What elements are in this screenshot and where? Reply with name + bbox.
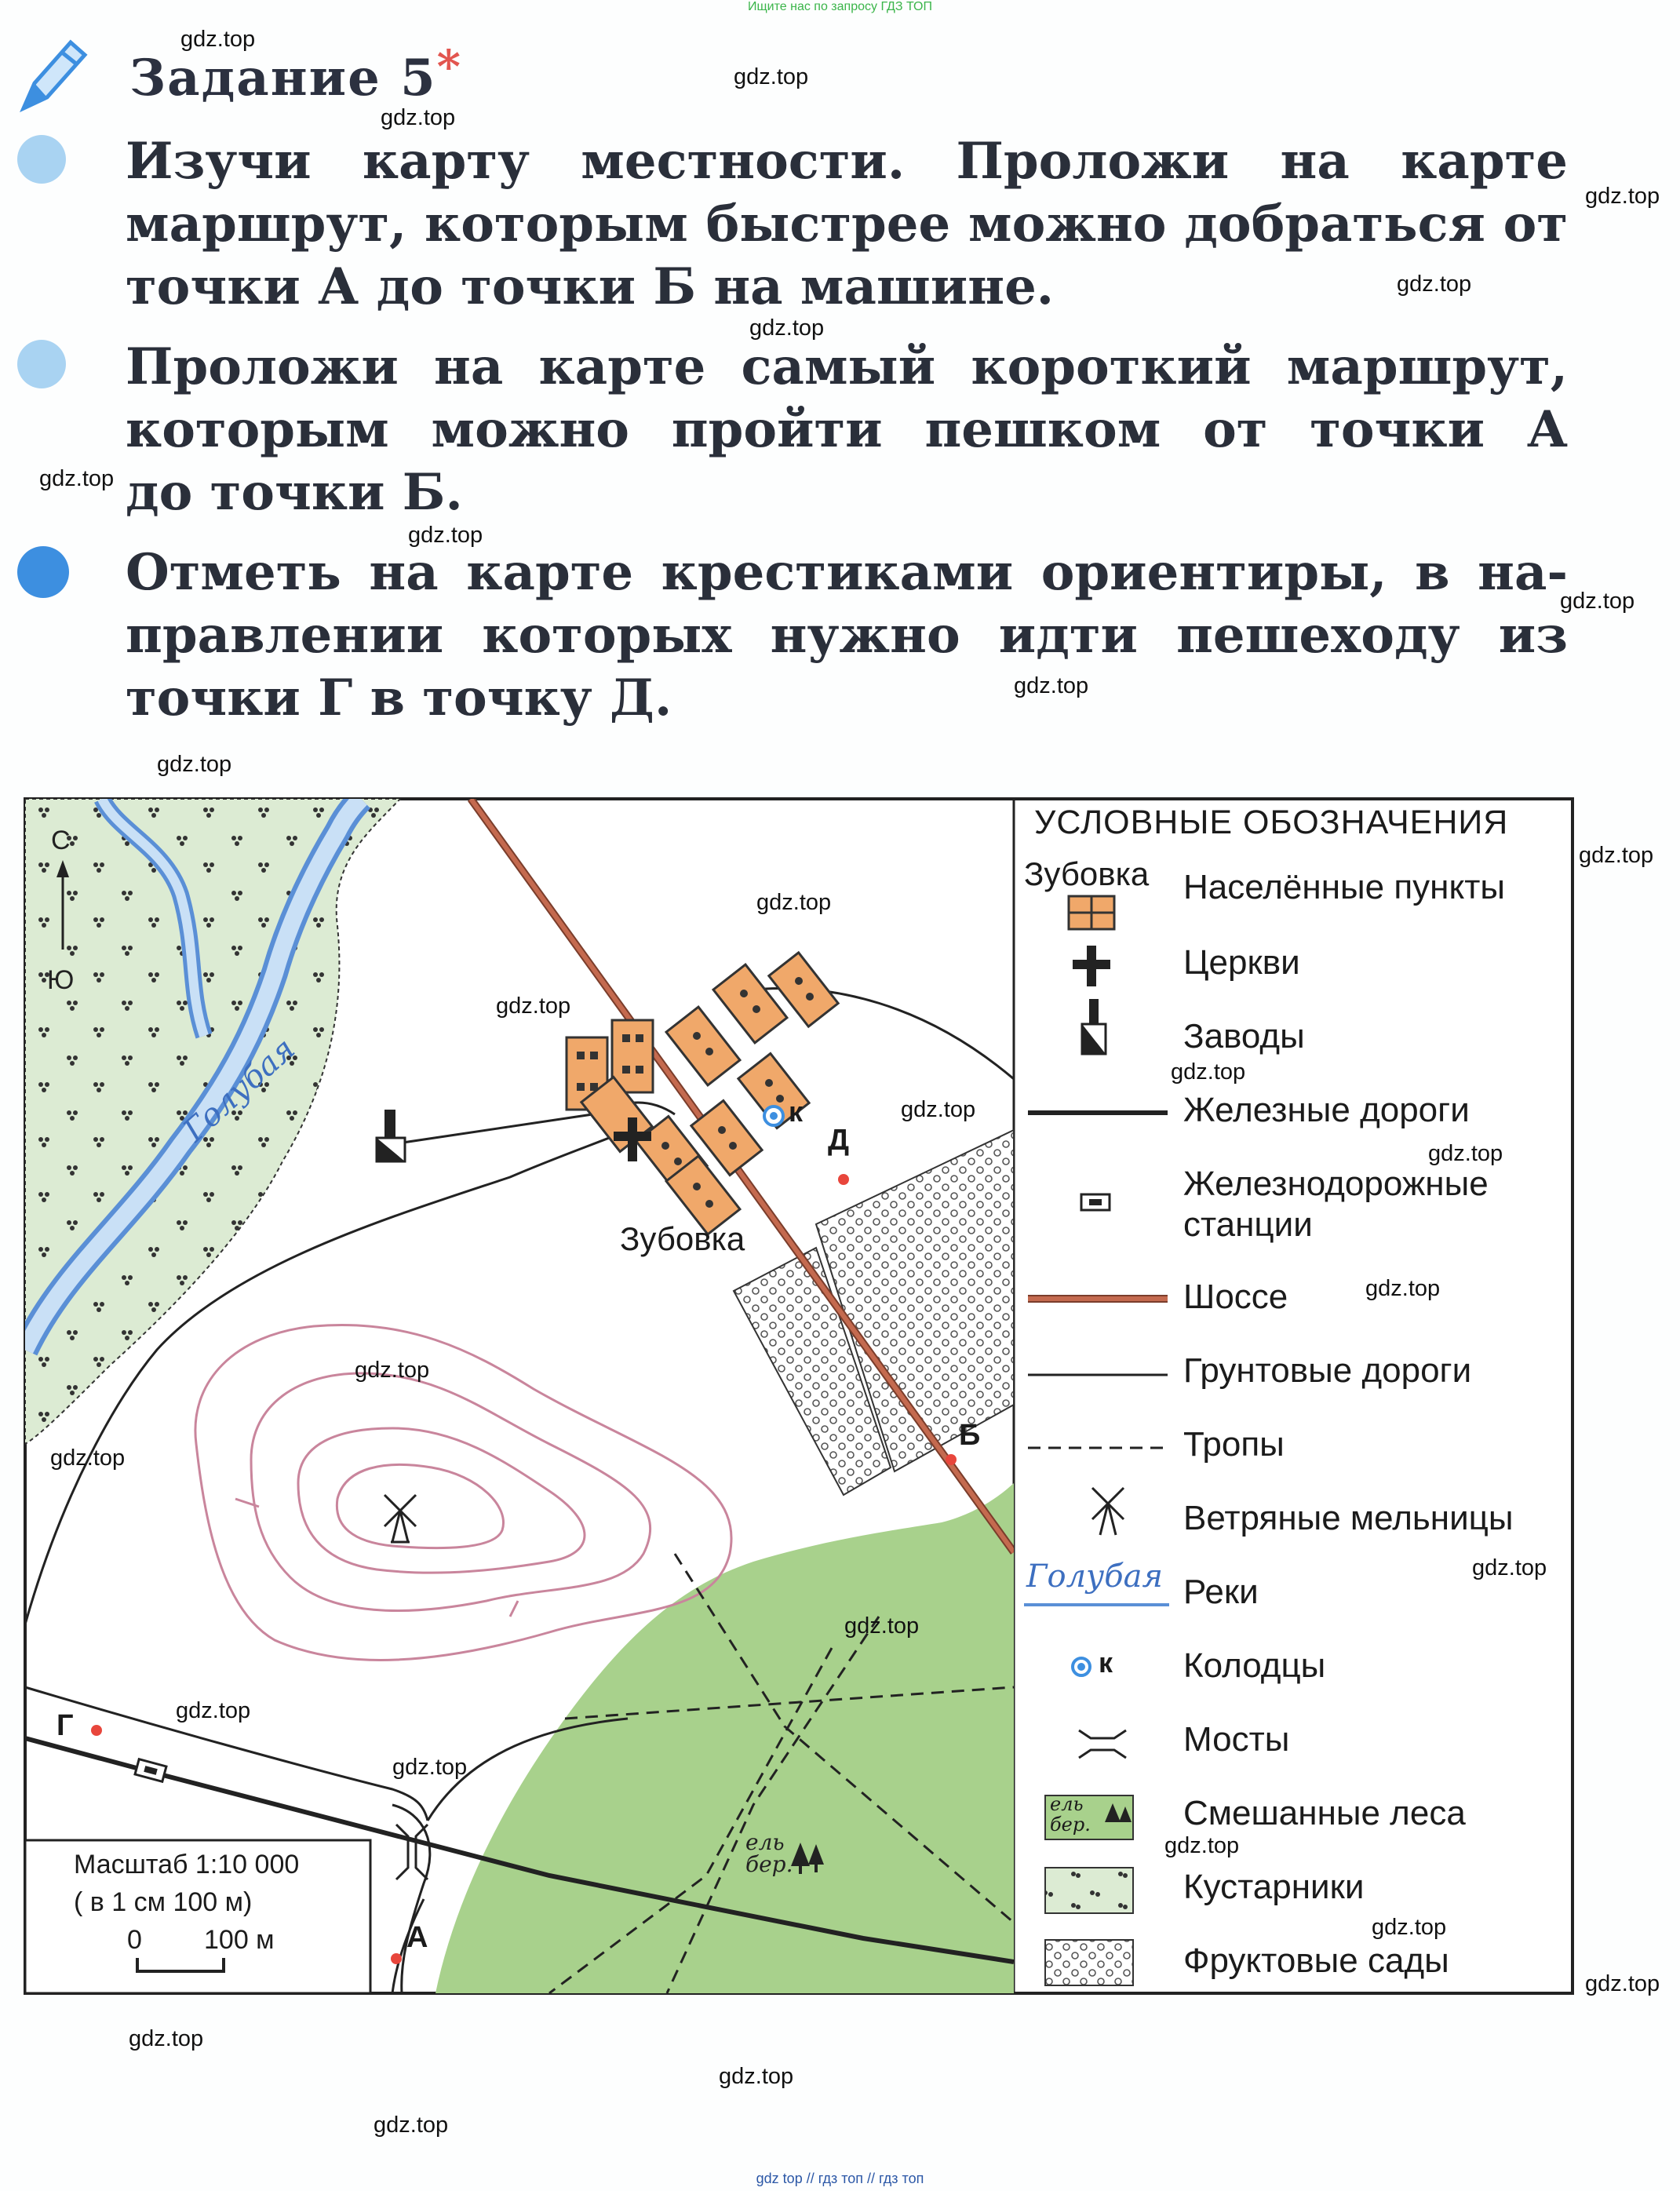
river-name-label: Голубая xyxy=(177,1030,303,1150)
forest-label xyxy=(745,1829,793,1877)
watermark: gdz.top xyxy=(1014,673,1089,698)
legend-item-settlements: Населённые пункты xyxy=(1183,868,1505,906)
task-line: маршрут, которым быстрее можно добраться от xyxy=(126,195,1568,253)
compass-south-label: Ю xyxy=(47,965,75,995)
watermark: gdz.top xyxy=(719,2064,794,2089)
watermark: gdz.top xyxy=(1585,1971,1660,1996)
watermark: gdz.top xyxy=(1472,1555,1547,1580)
watermark: gdz.top xyxy=(1428,1141,1503,1166)
watermark: gdz.top xyxy=(1171,1059,1246,1085)
watermark: gdz.top xyxy=(374,2113,449,2138)
legend-forest-sample-1: ель xyxy=(1050,1793,1084,1815)
task-line: Отметь на карте крестиками ориентиры, в на- xyxy=(126,543,1568,602)
legend-item-orchards: Фруктовые сады xyxy=(1183,1941,1449,1980)
forest-label-2: бер. xyxy=(745,1851,793,1877)
legend-item-mixed-forests: Смешанные леса xyxy=(1183,1794,1466,1832)
well-icon xyxy=(764,1106,783,1125)
task-line: точки А до точки Б на машине. xyxy=(126,257,1055,316)
watermark: gdz.top xyxy=(355,1358,430,1383)
legend-river-sample: Голубая xyxy=(1026,1558,1163,1595)
watermark: gdz.top xyxy=(734,64,809,89)
watermark: gdz.top xyxy=(1365,1276,1441,1301)
point-g-label: Г xyxy=(56,1709,74,1742)
legend-item-trails: Тропы xyxy=(1183,1425,1285,1464)
scale-hundred: 100 м xyxy=(204,1925,275,1955)
watermark: gdz.top xyxy=(756,890,832,915)
legend-item-shrubs: Кустарники xyxy=(1183,1868,1365,1906)
watermark: gdz.top xyxy=(381,105,456,130)
watermark: gdz.top xyxy=(39,466,115,491)
task-line: до точки Б. xyxy=(126,463,463,522)
legend-well-sample: к xyxy=(1099,1646,1113,1679)
legend-item-rivers: Реки xyxy=(1183,1573,1259,1611)
point-d-marker xyxy=(838,1174,849,1185)
watermark: gdz.top xyxy=(901,1097,976,1122)
point-b-label: Б xyxy=(959,1419,981,1452)
watermark: gdz.top xyxy=(749,315,825,341)
legend-item-highways: Шоссе xyxy=(1183,1278,1288,1316)
task-title-text: Задание 5 xyxy=(129,49,437,108)
watermark: gdz.top xyxy=(180,27,256,52)
point-g-marker xyxy=(91,1725,102,1736)
watermark: gdz.top xyxy=(1579,843,1654,868)
watermark: gdz.top xyxy=(392,1755,468,1780)
task-star: * xyxy=(436,40,462,93)
watermark: gdz.top xyxy=(1585,184,1660,209)
point-a-label: А xyxy=(406,1921,428,1954)
watermark: gdz.top xyxy=(50,1445,126,1471)
point-d-label: Д xyxy=(828,1124,850,1157)
watermark: gdz.top xyxy=(1397,272,1472,297)
task-line: которым можно пройти пешком от точки А xyxy=(126,400,1568,459)
watermark: gdz.top xyxy=(1164,1833,1240,1858)
watermark: gdz.top xyxy=(1560,589,1635,614)
legend-title: УСЛОВНЫЕ ОБОЗНАЧЕНИЯ xyxy=(1034,804,1509,841)
legend-item-dirt-roads: Грунтовые дороги xyxy=(1183,1351,1472,1390)
task-line: точки Г в точку Д. xyxy=(126,669,672,727)
scale-title: Масштаб 1:10 000 xyxy=(74,1850,300,1879)
legend-item-factories: Заводы xyxy=(1183,1017,1305,1055)
legend-item-stations-2: станции xyxy=(1183,1205,1313,1244)
watermark: gdz.top xyxy=(844,1613,920,1639)
scale-legend xyxy=(27,1840,372,1989)
forest-label-1: ель xyxy=(745,1829,785,1855)
legend-forest-sample xyxy=(1050,1794,1091,1835)
scale-zero: 0 xyxy=(127,1925,142,1955)
legend-item-wells: Колодцы xyxy=(1183,1646,1326,1685)
village-name-label: Зубовка xyxy=(620,1220,745,1257)
legend-forest-sample-2: бер. xyxy=(1050,1814,1091,1836)
top-note: Ищите нас по запросу ГДЗ ТОП xyxy=(748,0,932,13)
task-line: правлении которых нужно идти пешеходу из xyxy=(126,606,1568,665)
legend-item-churches: Церкви xyxy=(1183,943,1300,982)
legend-item-stations-1: Железнодорожные xyxy=(1183,1165,1489,1203)
legend-item-windmills: Ветряные мельницы xyxy=(1183,1499,1514,1537)
watermark: gdz.top xyxy=(408,523,483,548)
compass-north-label: С xyxy=(51,826,71,855)
well-label: к xyxy=(789,1096,804,1128)
legend-item-railways: Железные дороги xyxy=(1183,1091,1470,1129)
watermark: gdz.top xyxy=(176,1698,251,1723)
point-a-marker xyxy=(391,1953,402,1964)
task-line: Изучи карту местности. Проложи на карте xyxy=(126,132,1568,191)
watermark: gdz.top xyxy=(157,752,232,777)
watermark: gdz.top xyxy=(129,2026,204,2051)
watermark: gdz.top xyxy=(1372,1915,1447,1940)
watermark: gdz.top xyxy=(496,993,571,1019)
legend-item-bridges: Мосты xyxy=(1183,1720,1290,1759)
scale-note: ( в 1 см 100 м) xyxy=(74,1887,253,1917)
footer-note: gdz top // гдз топ // гдз топ xyxy=(756,2171,924,2186)
point-b-marker xyxy=(946,1454,957,1465)
task-line: Проложи на карте самый короткий маршрут, xyxy=(126,337,1568,396)
legend-sample-village: Зубовка xyxy=(1024,855,1150,892)
